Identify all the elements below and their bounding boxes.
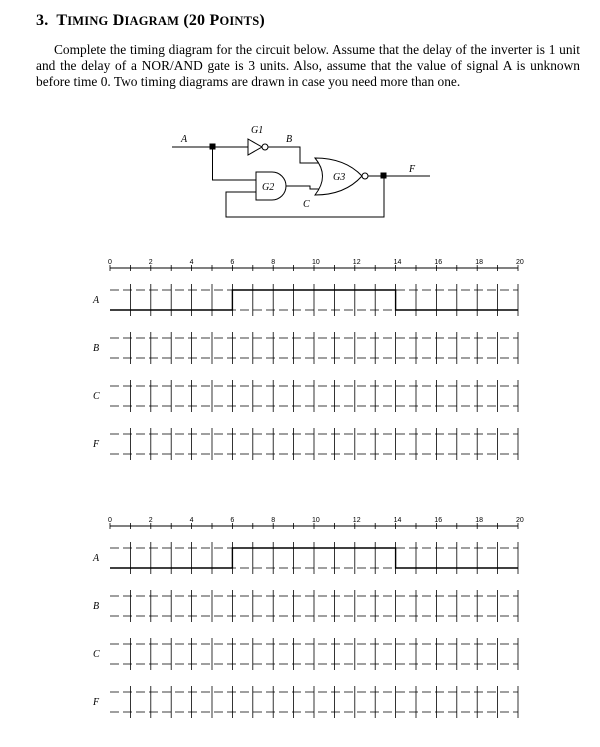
tick-label-8: 8 <box>271 259 276 266</box>
points-rest: OINTS <box>219 14 260 28</box>
tick-label-10: 10 <box>312 517 320 524</box>
tick-label-0: 0 <box>108 259 112 266</box>
tick-label-12: 12 <box>352 259 361 266</box>
tick-label-4: 4 <box>189 259 194 266</box>
output-junction-dot <box>381 173 386 178</box>
label-b: B <box>286 134 293 145</box>
label-g2: G2 <box>262 182 275 193</box>
signal-label-A: A <box>93 295 100 306</box>
label-c: C <box>303 199 310 210</box>
label-g1: G1 <box>251 125 264 136</box>
signal-label-F: F <box>93 439 100 450</box>
signal-label-A: A <box>93 553 100 564</box>
tick-label-20: 20 <box>516 517 524 524</box>
signal-a-waveform <box>110 290 518 310</box>
tick-label-14: 14 <box>393 259 402 266</box>
tick-label-14: 14 <box>393 517 402 524</box>
tick-label-8: 8 <box>271 517 276 524</box>
tick-label-4: 4 <box>189 517 194 524</box>
tick-label-2: 2 <box>148 517 153 524</box>
points-close: ) <box>259 12 265 29</box>
nor-bubble <box>362 173 368 179</box>
title-iagram: IAGRAM <box>124 14 180 28</box>
signal-label-C: C <box>93 649 100 660</box>
signal-label-C: C <box>93 391 100 402</box>
problem-statement: Complete the timing diagram for the circuit below. Assume that the delay of the inverter is 1 unit and the delay of a NOR/AND gate is 3 units. Also, assume that the value of signal A is unknown before time 0. Two timing diagrams are drawn in case you need more than one. <box>36 42 580 89</box>
tick-label-16: 16 <box>434 259 443 266</box>
title-d: D <box>112 12 125 29</box>
tick-label-16: 16 <box>434 517 443 524</box>
inverter-bubble <box>262 144 268 150</box>
wire-feedback-to-g2 <box>226 176 384 217</box>
tick-label-12: 12 <box>352 517 361 524</box>
title-iming: IMING <box>67 14 109 28</box>
problem-number: 3. <box>36 12 49 29</box>
label-g3: G3 <box>333 172 346 183</box>
tick-label-20: 20 <box>516 259 524 266</box>
timing-diagram-1-grid <box>92 259 524 460</box>
tick-label-6: 6 <box>230 259 235 266</box>
tick-label-18: 18 <box>475 517 483 524</box>
tick-label-0: 0 <box>108 517 112 524</box>
title-t: T <box>56 12 68 29</box>
tick-label-6: 6 <box>230 517 235 524</box>
signal-label-F: F <box>93 697 100 708</box>
tick-label-18: 18 <box>475 259 483 266</box>
signal-label-B: B <box>93 343 100 354</box>
signal-label-B: B <box>93 601 100 612</box>
label-a: A <box>181 134 188 145</box>
wire-b <box>268 147 322 163</box>
circuit-diagram <box>0 0 600 230</box>
tick-label-2: 2 <box>148 259 153 266</box>
wire-c <box>286 186 322 189</box>
signal-a-waveform <box>110 548 518 568</box>
points-open: (20 P <box>183 12 220 29</box>
label-f: F <box>409 164 416 175</box>
inverter-g1 <box>248 139 262 155</box>
tick-label-10: 10 <box>312 259 320 266</box>
timing-diagram-2-grid <box>92 517 524 718</box>
